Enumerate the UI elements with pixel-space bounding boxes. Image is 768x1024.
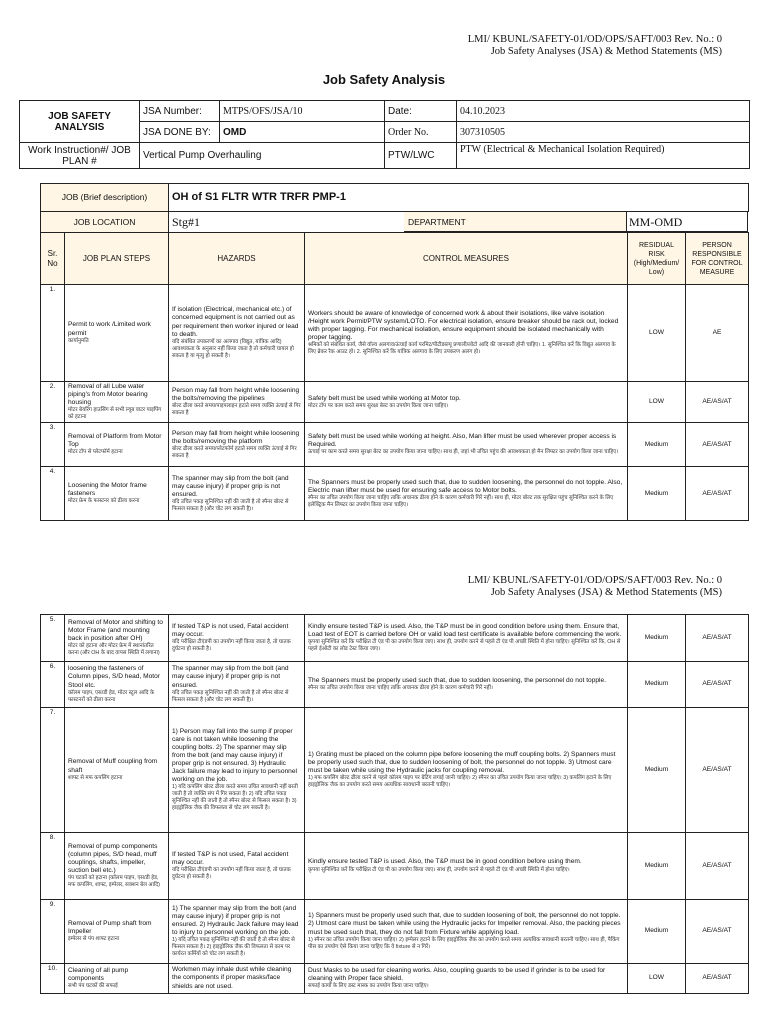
row-control-control: The Spanners must be properly used such that, due to sudden loosening, the personnel do not topple. Also, Electric man lifter must be used for ensuring safe access to Motor bolts. [308,478,623,494]
jsa-done-by-label: JSA DONE BY: [140,122,220,143]
row-hazard [169,833,305,900]
table-row [41,423,749,467]
row-step-step: Loosening the Motor frame fasteners [68,482,147,498]
col-steps: JOB PLAN STEPS [65,233,169,285]
row-step-step: Removal of Platform from Motor Top [68,433,162,449]
row-step-step_hi: पंप घटकों को हटाना (कॉलम पाइप, एस/डी हेड, मफ कपलिंग, शाफ्ट, इम्पेलर, सक्शन बेल आदि) [68,875,160,889]
row-person-person: AE/AS/AT [702,489,732,497]
row-hazard-hazard: If tested T&P is not used, Fatal accident may occur. [172,850,289,866]
row-person [686,382,749,423]
row-step-step_hi: मोटर को हटाना और मोटर फ्रेम में स्थानांतरित करना (और OH के बाद वापस स्थिति में लगाना) [68,643,160,657]
row-step-step: Permit to work /Limited work permit [68,321,151,337]
row-step-step_hi: इम्पेलर से पंप शाफ्ट हटाना [68,936,120,943]
row-hazard-hazard_hi: यदि परीक्षित टीएंडपी का उपयोग नहीं किया जाता है, तो घातक दुर्घटना हो सकती है। [172,867,291,881]
row-risk-risk: Medium [644,680,669,688]
jsa-info-table [19,100,750,169]
row-control [305,285,628,382]
row-control-control: Dust Masks to be used for cleaning works. Also, coupling guards to be used if grinder is to be used for cleaning with Proper face shield. [308,966,606,982]
row-control [305,964,628,994]
row-risk-risk: Medium [644,861,669,869]
row-control [305,423,628,467]
row-sr-sr: 2. [49,383,56,390]
row-control-control_hi: श्रमिकों को संबंधित कार्य, जैसे वॉल्व अलगाव/ऊंचाई कार्य परमिट/पीटीडब्ल्यू प्रणाली/लोटो आदि की जानकारी होनी चाहिए। 1. सुनिश्चित करें कि विद्युत अलगाव के लिए ब्रेकर रैक आउट हो। 2. सुनिश्चित करें कि यांत्रिक अलगाव के लिए उपकरण अलग हो। [308,342,616,356]
col-controls: CONTROL MEASURES [305,233,628,285]
row-step-step: Removal of pump components (column pipes, S/D head, muff couplings, shafts, impeller, suction bell etc.) [68,842,158,875]
row-sr [41,423,65,467]
row-step-step: Removal of all Lube water piping's from Motor bearing housing [68,383,148,407]
col-person: PERSON RESPONSIBLE FOR CONTROL MEASURE [686,233,749,285]
row-hazard-hazard_hi: बोल्ट ढीला करते समय/प्लेटफॉर्म हटाते समय व्यक्ति ऊंचाई से गिर सकता है [172,445,297,459]
table-row [41,285,749,382]
table-row [41,467,749,521]
table-row [41,615,749,662]
table-row [41,833,749,900]
row-hazard-hazard: The spanner may slip from the bolt (and may cause injury) if proper grip is not ensured. [172,474,289,498]
row-hazard-hazard_hi: यदि संबंधित उपकरणों का अलगाव (विद्युत, यांत्रिक आदि) आवश्यकता के अनुसार नहीं किया जाता है तो कर्मचारी घायल हो सकता है या मृत्यु हो सकती है। [172,338,294,359]
row-person [686,423,749,467]
row-step-step: Cleaning of all pump components [68,966,129,982]
row-person [686,964,749,994]
row-sr [41,467,65,521]
row-step-step_hi: शाफ्ट से मफ कपलिंग हटाना [68,774,123,781]
row-hazard [169,964,305,994]
row-person-person: AE/AS/AT [702,680,732,688]
row-step [65,662,169,708]
row-control [305,833,628,900]
row-step [65,285,169,382]
row-step [65,382,169,423]
row-hazard [169,662,305,708]
job-location-label: JOB LOCATION [41,212,169,233]
row-control [305,900,628,964]
row-sr [41,662,65,708]
row-sr-sr: 8. [49,834,56,841]
row-step-step_hi: मोटर बेयरिंग हाउसिंग से सभी ल्यूब वाटर पाइपिंग को हटाना [68,407,162,421]
row-control-control_hi: सफाई कार्यों के लिए डस्ट मास्क का उपयोग किया जाना चाहिए। [308,983,429,990]
row-control-control: Workers should be aware of knowledge of concerned work & about their isolations, like valve isolation /Height work Permit/PTW system/LOTO. For electrical isolation, ensure breaker should be rack out, locked with proper tagging. For mechanical isolation, ensure equipment should be isolated mechanically with proper tagging. [308,309,619,342]
row-control [305,615,628,662]
job-label: JOB (Brief description) [41,184,169,212]
row-control [305,708,628,833]
department-value: MM-OMD [627,211,748,232]
row-risk [628,285,686,382]
row-step [65,708,169,833]
row-control-control_hi: ऊंचाई पर काम करते समय सुरक्षा बेल्ट का उपयोग किया जाना चाहिए। साथ ही, जहां भी उचित पहुंच की आवश्यकता हो मैन लिफ्टर का उपयोग किया जाना चाहिए। [308,449,619,456]
row-sr [41,833,65,900]
row-hazard-hazard: Workmen may inhale dust while cleaning the components if proper masks/face shields are not used. [172,966,292,990]
row-risk [628,708,686,833]
row-hazard [169,900,305,964]
row-person-person: AE/AS/AT [702,927,732,935]
doc-subtitle-2: Job Safety Analyses (JSA) & Method Statements (MS) [490,587,722,598]
row-control-control_hi: स्पैनर का उचित उपयोग किया जाना चाहिए ताकि अचानक ढीला होने के कारण कर्मचारी गिरें नहीं। [308,685,493,692]
row-control-control: Kindly ensure tested T&P is used. Also, the T&P must be in good condition before using them. [308,858,582,866]
jsa-number: MTPS/OFS/JSA/10 [220,101,385,122]
table-row [41,662,749,708]
table-row [41,382,749,423]
col-sr: Sr. No [41,233,65,285]
row-control-control: 1) Grating must be placed on the column pipe before loosening the muff coupling bolts. 2) Spanners must be properly used such that, due to sudden loosening of bolt, the personnel do not topple. 3) Utmost care must be taken while using the Hydraulic jacks for coupling removal. [308,750,616,775]
row-person-person: AE/AS/AT [702,398,732,406]
row-sr [41,900,65,964]
row-sr-sr: 1. [49,286,56,293]
ptw-label: PTW/LWC [385,143,457,169]
doc-reference-2: LMI/ KBUNL/SAFETY-01/OD/OPS/SAFT/003 Rev. No.: 0 [467,575,722,586]
row-sr [41,615,65,662]
row-person [686,615,749,662]
table-row [41,964,749,994]
row-sr-sr: 6. [49,663,56,670]
row-control-control_hi: कृपया सुनिश्चित करें कि परीक्षित टी एंड पी का उपयोग किया जाए। साथ ही, उपयोग करने से पहले टी एंड पी अच्छी स्थिति में होना चाहिए। [308,866,570,873]
row-control-control_hi: कृपया सुनिश्चित करें कि परीक्षित टी एंड पी का उपयोग किया जाए। साथ ही, उपयोग करने से पहले टी एंड पी अच्छी स्थिति में होना चाहिए। सुनिश्चित करें कि, OH से पहले ईओटी का लोड टेस्ट किया जाए। [308,639,621,653]
row-hazard-hazard: The spanner may slip from the bolt (and may cause injury) if proper grip is not ensured. [172,665,289,689]
row-person [686,467,749,521]
row-sr [41,285,65,382]
row-hazard [169,382,305,423]
row-control [305,662,628,708]
row-risk-risk: Medium [644,440,669,448]
row-step [65,964,169,994]
row-hazard-hazard: 1) Person may fall into the sump if proper care is not taken while loosening the coupling bolts. 2) The spanner may slip from the bolt (and may cause injury) if proper grip is not ensured. 3) Hydraulic Jack failure may lead to injury to personnel working on the job. [172,727,297,784]
row-risk [628,467,686,521]
row-hazard [169,423,305,467]
page-header [468,34,722,58]
row-sr-sr: 7. [49,709,56,716]
work-instruction-label: Work Instruction#/ JOB PLAN # [20,143,140,169]
row-risk-risk: Medium [644,927,669,935]
row-control-control: Safety belt must be used while working at height. Also, Man lifter must be used wherever proper access is Required. [308,433,617,449]
row-control-control: 1) Spanners must be properly used such that, due to sudden loosening of bolt, the personnel do not topple. 2) Utmost care must be taken while using the Hydraulic jacks for Impeller removal. Also, the packing pieces must be used such that, they do not fall from Fixture while applying load. [308,912,621,936]
row-step [65,467,169,521]
row-person [686,833,749,900]
doc-reference: LMI/ KBUNL/SAFETY-01/OD/OPS/SAFT/003 Rev. No.: 0 [467,34,722,45]
row-step-step_hi: सभी पंप घटकों की सफाई [68,983,118,990]
row-person [686,662,749,708]
jsa-number-label: JSA Number: [140,101,220,122]
row-risk [628,382,686,423]
document-title: Job Safety Analysis [322,72,446,87]
row-person-person: AE/AS/AT [702,633,732,641]
row-person [686,900,749,964]
col-risk: RESIDUAL RISK (High/Medium/ Low) [628,233,686,285]
row-risk [628,833,686,900]
row-person-person: AE [712,328,722,336]
col-hazards: HAZARDS [169,233,305,285]
job-location-value: Stg#1 [169,212,628,233]
row-control-control_hi: 1) मफ कपलिंग बोल्ट ढीला करने से पहले कॉलम पाइप पर ग्रेटिंग लगाई जानी चाहिए। 2) स्पैनर का उचित उपयोग किया जाना चाहिए। 3) कपलिंग हटाने के लिए हाइड्रोलिक जैक का उपयोग करते समय अत्यधिक सावधानी बरतनी चाहिए। [308,775,612,789]
row-sr [41,382,65,423]
order-no-label: Order No. [385,122,457,143]
row-hazard-hazard: If tested T&P is not used, Fatal accident may occur. [172,622,289,638]
row-step [65,615,169,662]
row-control-control_hi: मोटर टॉप पर काम करते समय सुरक्षा बेल्ट का उपयोग किया जाना चाहिए। [308,402,449,409]
row-step [65,900,169,964]
row-hazard-hazard_hi: यदि उचित पकड़ सुनिश्चित नहीं की जाती है तो स्पैनर बोल्ट से फिसल सकता है (और चोट लग सकती है)। [172,498,289,512]
row-control-control_hi: स्पैनर का उचित उपयोग किया जाना चाहिए ताकि अचानक ढीला होने के कारण कर्मचारी गिरें नहीं। साथ ही, मोटर बोल्ट तक सुरक्षित पहुंच सुनिश्चित करने के लिए इलेक्ट्रिक मैन लिफ्टर का उपयोग किया जाना चाहिए। [308,494,614,508]
row-hazard-hazard: If isolation (Electrical, mechanical etc.) of concerned equipment is not carried out as per requirement then worker injured or lead to death. [172,306,299,338]
row-hazard-hazard: Person may fall from height while loosening the bolts/removing the platform [172,429,300,445]
row-risk [628,964,686,994]
job-value: OH of S1 FLTR WTR TRFR PMP-1 [169,184,749,212]
row-step-step_hi: मोटर फ्रेम के फास्टनर को ढीला करना [68,498,140,505]
row-sr-sr: 10. [47,965,58,972]
department-label: DEPARTMENT [404,211,627,232]
row-sr-sr: 3. [49,424,56,432]
row-step-step_hi: कार्यानुमति [68,337,89,344]
work-instruction: Vertical Pump Overhauling [140,143,385,169]
row-person-person: AE/AS/AT [702,440,732,448]
row-hazard [169,467,305,521]
row-risk [628,662,686,708]
row-risk [628,615,686,662]
row-step-step: Removal of Muff coupling from shaft [68,758,158,774]
row-risk-risk: Medium [644,765,669,773]
row-risk-risk: LOW [648,398,665,406]
jsa-done-by: OMD [220,122,385,143]
row-person [686,708,749,833]
row-control [305,382,628,423]
row-sr [41,708,65,833]
doc-subtitle: Job Safety Analyses (JSA) & Method Statements (MS) [490,46,722,57]
row-risk-risk: LOW [648,974,665,982]
row-hazard-hazard_hi: 1) यदि कपलिंग बोल्ट ढीला करते समय उचित सावधानी नहीं बरती जाती है तो व्यक्ति संप में गिर सकता है। 2) यदि उचित पकड़ सुनिश्चित नहीं की जाती है तो स्पैनर बोल्ट से फिसल सकता है। 3) हाइड्रोलिक जैक की विफलता से चोट लग सकती है। [172,784,298,812]
row-risk-risk: Medium [644,633,669,641]
row-person [686,285,749,382]
row-person-person: AE/AS/AT [702,861,732,869]
row-sr [41,964,65,994]
row-control [305,467,628,521]
row-person-person: AE/AS/AT [702,974,732,982]
page-header-2 [468,575,722,599]
row-step-step: Removal of Pump shaft from Impeller [68,919,152,935]
row-control-control: The Spanners must be properly used such that, due to sudden loosening, the personnel do not topple. [308,676,607,684]
row-hazard [169,615,305,662]
row-sr-sr: 9. [49,901,56,908]
row-person-person: AE/AS/AT [702,765,732,773]
date-label: Date: [385,101,457,122]
row-hazard-hazard: Person may fall from height while loosening the bolts/removing the pipelines [172,387,300,403]
row-hazard-hazard: 1) The spanner may slip from the bolt (and may cause injury) if proper grip is not ensured. 2) Hydraulic Jack failure may lead to injury to personnel working on the job. [172,904,299,937]
table-row [41,900,749,964]
row-step-step: Removal of Motor and shifting to Motor Frame (and mounting back in position after OH) [68,618,163,643]
row-hazard [169,285,305,382]
row-step-step: loosening the fasteners of Column pipes, S/D head, Motor Stool etc. [68,665,160,689]
row-sr-sr: 4. [49,468,56,476]
jsa-label: JOB SAFETY ANALYSIS [20,101,140,143]
row-hazard-hazard_hi: यदि परीक्षित टीएंडपी का उपयोग नहीं किया जाता है, तो घातक दुर्घटना हो सकती है। [172,639,291,653]
row-sr-sr: 5. [49,616,56,623]
row-step-step_hi: कॉलम पाइप, एस/डी हेड, मोटर स्टूल आदि के फास्टनरों को ढीला करना [68,689,155,703]
date-value: 04.10.2023 [457,101,750,122]
table-row [41,708,749,833]
row-hazard-hazard_hi: बोल्ट ढीला करते समय/पाइपलाइन हटाते समय व्यक्ति ऊंचाई से गिर सकता है [172,403,301,417]
row-risk [628,423,686,467]
row-risk-risk: Medium [644,489,669,497]
row-hazard-hazard_hi: यदि उचित पकड़ सुनिश्चित नहीं की जाती है तो स्पैनर बोल्ट से फिसल सकता है (और चोट लग सकती है)। [172,689,289,703]
row-step-step_hi: मोटर टॉप से प्लेटफॉर्म हटाना [68,449,123,456]
row-control-control: Safety belt must be used while working at Motor top. [308,394,461,402]
row-control-control: Kindly ensure tested T&P is used. Also, the T&P must be in good condition before using them. Ensure that, Load test of EOT is carried before OH or valid load test certificate is available before commencing the work. [308,622,622,638]
job-plan-table-continued [40,614,749,994]
row-hazard [169,708,305,833]
job-plan-table [40,183,749,521]
row-control-control_hi: 1) स्पैनर का उचित उपयोग किया जाना चाहिए। 2) इम्पेलर हटाने के लिए हाइड्रोलिक जैक का उपयोग करते समय अत्यधिक सावधानी बरतनी चाहिए। साथ ही, पैकिंग पीस का उपयोग ऐसे किया जाना चाहिए कि वे fixture से न गिरें। [308,936,620,950]
order-no: 307310505 [457,122,750,143]
row-step [65,423,169,467]
row-hazard-hazard_hi: 1) यदि उचित पकड़ सुनिश्चित नहीं की जाती है तो स्पैनर बोल्ट से फिसल सकता है। 2) हाइड्रोलिक जैक की विफलता से काम पर कार्यरत कर्मियों को चोट लग सकती है। [172,937,295,958]
row-risk [628,900,686,964]
ptw-value: PTW (Electrical & Mechanical Isolation Required) [457,143,750,169]
row-risk-risk: LOW [648,328,665,336]
row-step [65,833,169,900]
